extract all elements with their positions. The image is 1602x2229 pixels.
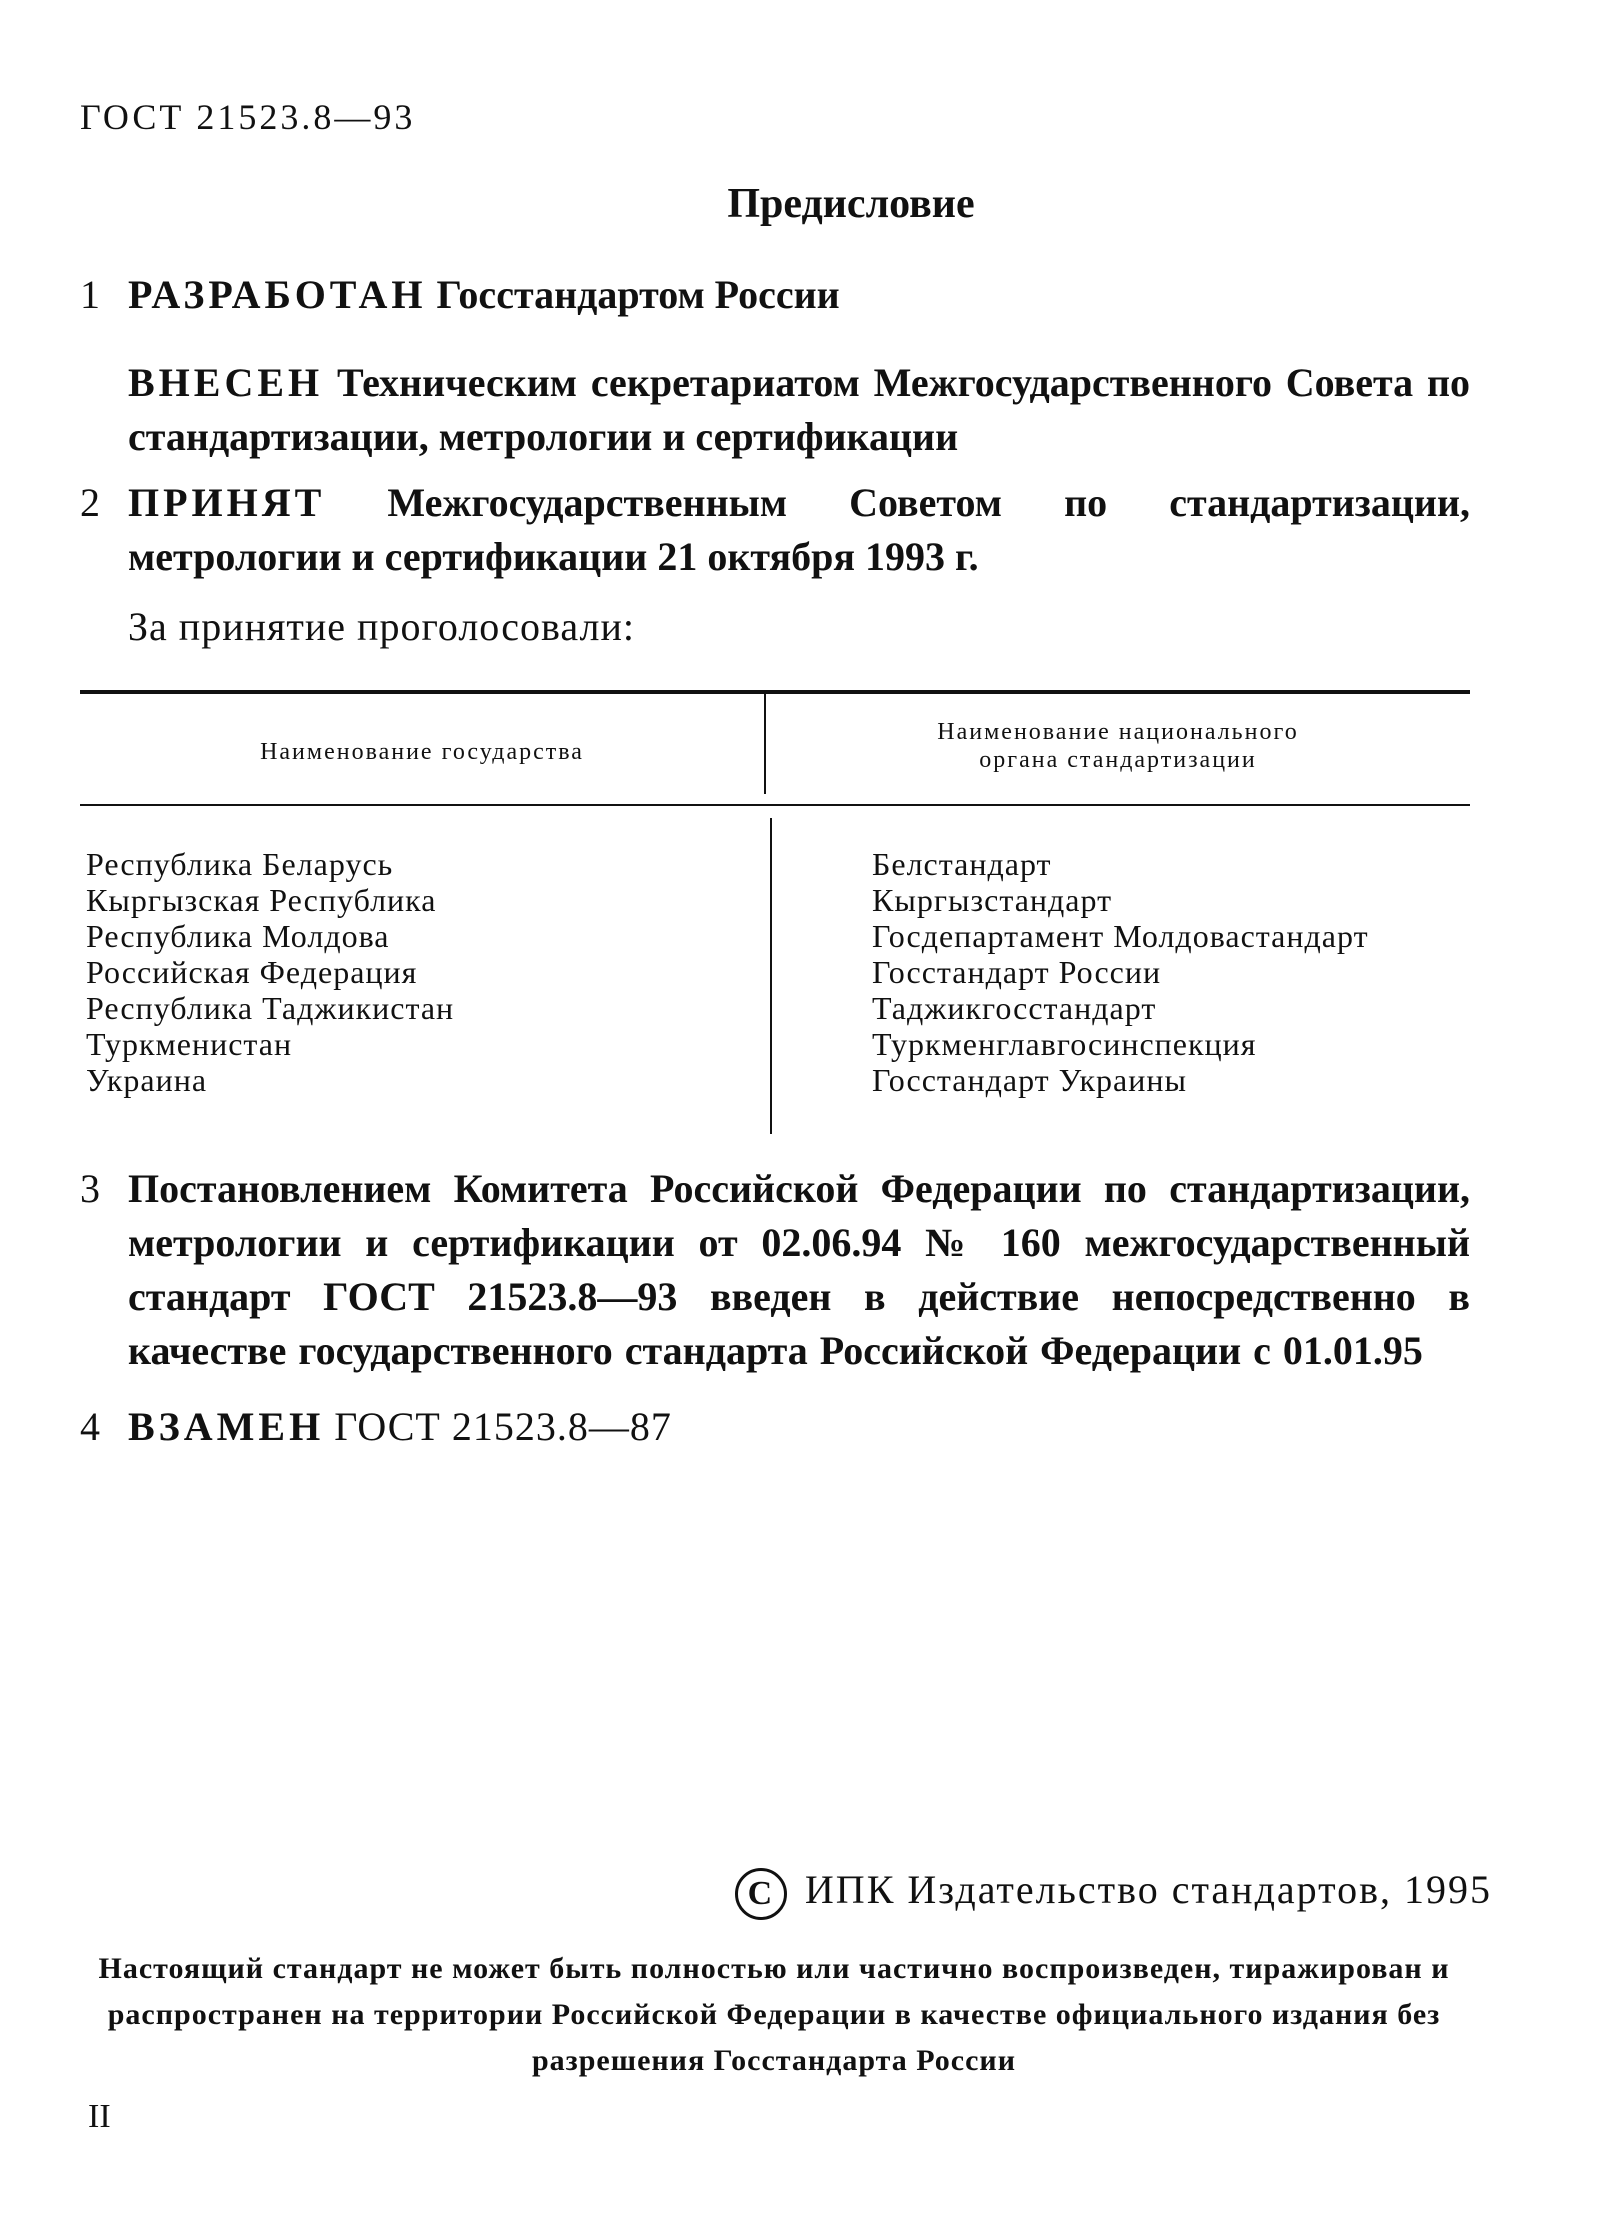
table-cell-state: Украина: [86, 1062, 208, 1098]
item-text: Техническим секретариатом Межгосударственного Совета по стандартизации, метрологии и сертификации: [128, 360, 1470, 459]
item-lead: ПРИНЯТ: [128, 480, 326, 525]
column-header-body: Наименование национального органа стандартизации: [937, 719, 1299, 773]
item-number: 4: [80, 1404, 100, 1449]
table-cell-state: Кыргызская Республика: [86, 882, 437, 918]
item-4: [0, 1400, 1602, 1460]
copyright-text: ИПК Издательство стандартов, 1995: [804, 1867, 1492, 1912]
item-2: [0, 476, 1602, 586]
column-header-state: Наименование государства: [260, 739, 584, 765]
item-lead: ВЗАМЕН: [128, 1404, 325, 1449]
item-1: [0, 268, 1602, 328]
item-1-submitted: [0, 356, 1602, 466]
table-cell-body: Таджикгосстандарт: [872, 990, 1157, 1026]
table-header-rule: [80, 804, 1470, 806]
item-text: Межгосударственным Советом по стандартизации, метрологии и сертификации 21 октября 1993 г.: [128, 480, 1470, 579]
item-lead: РАЗРАБОТАН: [128, 272, 427, 317]
document-code: ГОСТ 21523.8—93: [80, 97, 416, 137]
table-cell-state: Туркменистан: [86, 1026, 293, 1062]
item-text: За принятие проголосовали:: [128, 604, 635, 649]
state-list: [86, 846, 756, 1098]
item-lead: ВНЕСЕН: [128, 360, 324, 405]
page-title: Предисловие: [727, 181, 975, 227]
item-number: 1: [80, 272, 100, 317]
page-number: II: [88, 2098, 111, 2135]
item-number: 3: [80, 1166, 100, 1211]
table-cell-body: Кыргызстандарт: [872, 882, 1113, 918]
table-body-divider: [770, 818, 772, 1134]
table-cell-state: Республика Молдова: [86, 918, 390, 954]
body-list: [872, 846, 1472, 1098]
table-cell-body: Госдепартамент Молдовастандарт: [872, 918, 1369, 954]
item-text: ГОСТ 21523.8—87: [334, 1404, 672, 1449]
copyright-icon: C: [735, 1868, 787, 1920]
copyright-line: [735, 1866, 1492, 1920]
table-top-rule: [80, 690, 1470, 694]
table-cell-state: Российская Федерация: [86, 954, 418, 990]
item-text: Постановлением Комитета Российской Федерации по стандартизации, метрологии и сертификации от 02.06.94 № 160 межгосударственный стандарт ГОСТ 21523.8—93 введен в действие непосредственно в качестве государственного стандарта Российской Федерации с 01.01.95: [128, 1166, 1470, 1373]
table-cell-body: Госстандарт России: [872, 954, 1162, 990]
reproduction-notice: Настоящий стандарт не может быть полностью или частично воспроизведен, тиражирован и распространен на территории Российской Федерации в качестве официального издания без разрешения Госстандарта России: [98, 1952, 1450, 2077]
item-number: 2: [80, 480, 100, 525]
item-text: Госстандартом России: [436, 272, 840, 317]
table-cell-body: Туркменглавгосинспекция: [872, 1026, 1257, 1062]
voted-label: [0, 600, 1602, 660]
table-cell-body: Госстандарт Украины: [872, 1062, 1187, 1098]
table-cell-state: Республика Таджикистан: [86, 990, 455, 1026]
table-cell-body: Белстандарт: [872, 846, 1052, 882]
table-cell-state: Республика Беларусь: [86, 846, 394, 882]
